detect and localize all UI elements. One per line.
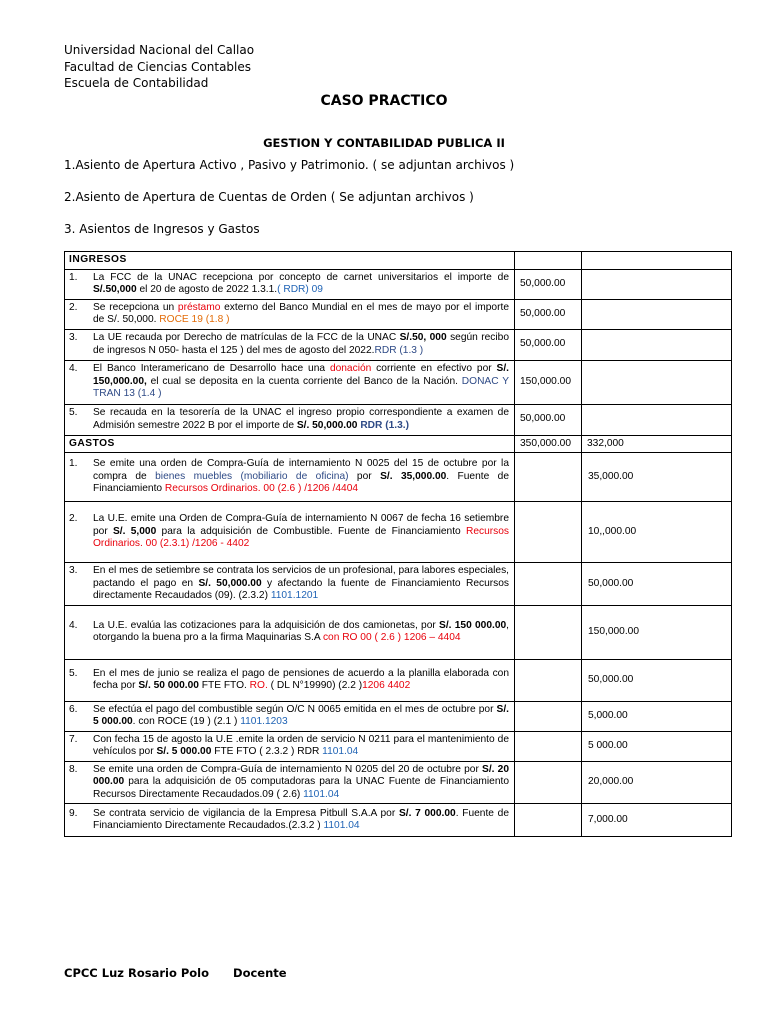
text-segment: . Fuente de Financiamiento Directamente Recaudados.(2.3.2 ) bbox=[93, 807, 510, 831]
ingresos-amount: 50,000.00 bbox=[515, 269, 582, 299]
text-segment: . Fuente de Financiamiento bbox=[93, 470, 509, 495]
total-ingresos: 350,000.00 bbox=[515, 435, 582, 453]
ingresos-row-1 bbox=[65, 269, 732, 299]
gastos-item-text bbox=[93, 734, 509, 759]
text-segment: S/. 5 000.00 bbox=[93, 703, 509, 727]
ingresos-label: INGRESOS bbox=[65, 252, 515, 270]
gastos-row-7 bbox=[65, 731, 732, 761]
text-segment: . con ROCE (19 ) (2.1 ) bbox=[132, 716, 241, 727]
text-segment: Se efectúa el pago del combustible según O/C N 0065 emitida en el mes de octubre por bbox=[93, 703, 497, 715]
gastos-description bbox=[65, 701, 515, 731]
accounting-table bbox=[64, 251, 732, 837]
ingresos-amount: 50,000.00 bbox=[515, 299, 582, 329]
gastos-row-8 bbox=[65, 761, 732, 804]
gastos-amount: 20,000.00 bbox=[582, 761, 732, 804]
gastos-item-number: 4. bbox=[69, 619, 78, 631]
gastos-row-2 bbox=[65, 502, 732, 563]
gastos-label: GASTOS bbox=[65, 435, 515, 453]
text-segment: S/. 20 000.00 bbox=[93, 763, 510, 787]
gastos-item-number: 7. bbox=[69, 733, 78, 745]
gastos-item-text bbox=[93, 513, 509, 551]
gastos-item-number: 2. bbox=[69, 513, 78, 525]
gastos-row-3 bbox=[65, 563, 732, 606]
ingresos-item-text bbox=[93, 407, 509, 432]
gastos-item-text bbox=[93, 808, 509, 833]
ingresos-item-text bbox=[93, 332, 509, 357]
text-segment: ( DL N°19990) (2.2 ) bbox=[267, 680, 363, 691]
text-segment: Recursos Ordinarios. 00 (2.6 ) /1206 /4404 bbox=[164, 483, 359, 495]
text-segment: S/. 50 000.00 bbox=[138, 680, 199, 691]
text-segment: En el mes de setiembre se contrata los servicios de un profesional, para labores especiales, pactando el pago en bbox=[93, 565, 509, 589]
text-segment: y afectando la fuente de Financiamiento Recursos directamente Recaudados (09). (2.3.2) bbox=[93, 577, 509, 601]
gastos-row-5 bbox=[65, 659, 732, 701]
gastos-description bbox=[65, 761, 515, 804]
text-segment: con RO 00 ( 2.6 ) 1206 – 4404 bbox=[322, 632, 461, 643]
text-segment: FTE FTO. bbox=[198, 680, 250, 691]
gastos-item-number: 9. bbox=[69, 807, 78, 819]
ingresos-row-2 bbox=[65, 299, 732, 329]
text-segment: según recibo de ingresos N 050- hasta el 125 ) del mes de agosto del 2022. bbox=[93, 332, 509, 356]
gastos-item-text bbox=[93, 764, 509, 802]
text-segment: S/.50,000 bbox=[93, 284, 137, 295]
text-segment: 1206 4402 bbox=[362, 680, 411, 691]
gastos-amount: 150,000.00 bbox=[582, 605, 732, 659]
gastos-item-number: 3. bbox=[69, 565, 78, 576]
document-subtitle: GESTION Y CONTABILIDAD PUBLICA II bbox=[263, 136, 505, 150]
text-segment: el 20 de agosto de 2022 1.3.1. bbox=[136, 284, 278, 295]
gastos-description bbox=[65, 659, 515, 701]
gastos-amount: 50,000.00 bbox=[582, 659, 732, 701]
text-segment: S/. 50,000.00 bbox=[198, 577, 262, 589]
school-name: Escuela de Contabilidad bbox=[64, 76, 209, 90]
gastos-item-number: 6. bbox=[69, 703, 78, 715]
text-segment: donación bbox=[329, 363, 372, 375]
gastos-item-number: 1. bbox=[69, 458, 78, 470]
ingresos-description bbox=[65, 329, 515, 360]
ingresos-header-row bbox=[65, 252, 732, 270]
gastos-amount: 10,,000.00 bbox=[582, 502, 732, 563]
ingresos-item-text bbox=[93, 272, 509, 297]
text-segment: Se recepciona un bbox=[93, 301, 178, 313]
text-segment: RDR (1.3 ) bbox=[374, 344, 424, 356]
gastos-row-6 bbox=[65, 701, 732, 731]
text-segment: La FCC de la UNAC recepciona por concepto de carnet universitarios el importe de bbox=[93, 271, 509, 283]
gastos-row-4 bbox=[65, 605, 732, 659]
gastos-item-number: 8. bbox=[69, 763, 78, 775]
text-segment: para la adquisición de 05 computadoras para la UNAC Fuente de Financiamiento Recursos Directamente Recaudados.09 ( 2.6) bbox=[93, 776, 509, 800]
item-3: 3. Asientos de Ingresos y Gastos bbox=[64, 222, 260, 236]
text-segment: FTE FTO ( 2.3.2 ) RDR bbox=[211, 746, 323, 757]
text-segment: 1101.04 bbox=[303, 788, 340, 800]
gastos-item-text bbox=[93, 704, 509, 729]
text-segment: externo del Banco Mundial en el mes de mayo por el importe de S/. 50,000. bbox=[93, 301, 509, 325]
text-segment: Con fecha 15 de agosto la U.E .emite la orden de servicio N 0211 para el mantenimiento de vehículos por bbox=[93, 733, 509, 757]
gastos-description bbox=[65, 804, 515, 837]
text-segment: por bbox=[348, 470, 381, 482]
text-segment: para la adquisición de Combustible. Fuente de Financiamiento bbox=[156, 525, 466, 537]
gastos-amount: 5,000.00 bbox=[582, 701, 732, 731]
text-segment: 1101.04 bbox=[323, 820, 360, 831]
gastos-amount: 7,000.00 bbox=[582, 804, 732, 837]
gastos-item-text bbox=[93, 668, 509, 693]
text-segment: Se contrata servicio de vigilancia de la Empresa Pitbull S.A.A por bbox=[93, 807, 399, 819]
item-2: 2.Asiento de Apertura de Cuentas de Orden ( Se adjuntan archivos ) bbox=[64, 190, 474, 204]
institution-header bbox=[64, 42, 254, 92]
ingresos-description bbox=[65, 360, 515, 404]
gastos-header-row bbox=[65, 435, 732, 453]
ingresos-item-text bbox=[93, 302, 509, 327]
item-1: 1.Asiento de Apertura Activo , Pasivo y Patrimonio. ( se adjuntan archivos ) bbox=[64, 158, 515, 172]
gastos-amount: 5 000.00 bbox=[582, 731, 732, 761]
author-name: CPCC Luz Rosario Polo bbox=[64, 966, 210, 980]
text-segment: bienes muebles (mobiliario de oficina) bbox=[155, 470, 349, 482]
text-segment: Recursos Ordinarios. 00 (2.3.1) /1206 - 4402 bbox=[93, 525, 510, 550]
gastos-amount: 50,000.00 bbox=[582, 563, 732, 606]
text-segment: Se emite una orden de Compra-Guía de internamiento N 0025 del 15 de octubre por la compra de bbox=[93, 458, 509, 482]
gastos-item-text bbox=[93, 620, 509, 645]
text-segment: corriente en efectivo por bbox=[371, 363, 497, 375]
text-segment: ( RDR) 09 bbox=[277, 284, 323, 295]
text-segment: S/. 35,000.00 bbox=[380, 470, 447, 482]
gastos-description bbox=[65, 605, 515, 659]
text-segment: S/. 50,000.00 bbox=[296, 419, 358, 431]
text-segment: S/. 150,000.00, bbox=[93, 363, 509, 387]
ingresos-row-3 bbox=[65, 329, 732, 360]
gastos-description bbox=[65, 731, 515, 761]
text-segment: S/. 150 000.00 bbox=[439, 619, 507, 631]
gastos-item-number: 5. bbox=[69, 667, 78, 679]
ingresos-item-number: 1. bbox=[69, 271, 78, 283]
gastos-item-text bbox=[93, 458, 509, 496]
text-segment: RDR (1.3.) bbox=[360, 419, 409, 431]
gastos-description bbox=[65, 453, 515, 502]
footer bbox=[64, 966, 287, 980]
total-gastos: 332,000 bbox=[582, 435, 732, 453]
text-segment: En el mes de junio se realiza el pago de pensiones de acuerdo a la planilla elaborada con fecha por bbox=[93, 667, 509, 691]
text-segment: La UE recauda por Derecho de matrículas de la FCC de la UNAC bbox=[93, 332, 400, 343]
author-role: Docente bbox=[233, 966, 287, 980]
text-segment: , otorgando la buena pro a la firma Maquinarias S.A bbox=[93, 619, 509, 643]
text-segment: préstamo bbox=[177, 301, 221, 313]
text-segment: Se recauda en la tesorería de la UNAC el ingreso propio correspondiente a examen de Admisión semestre 2022 B por el importe de bbox=[93, 407, 509, 431]
ingresos-item-text bbox=[93, 363, 509, 401]
gastos-description bbox=[65, 502, 515, 563]
ingresos-amount: 50,000.00 bbox=[515, 329, 582, 360]
ingresos-item-number: 4. bbox=[69, 363, 78, 375]
faculty-name: Facultad de Ciencias Contables bbox=[64, 59, 252, 74]
text-segment: 1101.04 bbox=[322, 746, 359, 757]
ingresos-description bbox=[65, 404, 515, 435]
text-segment: ROCE 19 (1.8 ) bbox=[159, 314, 230, 325]
text-segment: Se emite una orden de Compra-Guía de internamiento N 0205 del 20 de octubre por bbox=[93, 763, 483, 775]
document-title: CASO PRACTICO bbox=[320, 93, 448, 109]
gastos-item-text bbox=[93, 565, 509, 603]
text-segment: S/. 5,000 bbox=[113, 525, 157, 537]
gastos-description bbox=[65, 563, 515, 606]
gastos-amount: 35,000.00 bbox=[582, 453, 732, 502]
ingresos-description bbox=[65, 269, 515, 299]
ingresos-description bbox=[65, 299, 515, 329]
text-segment: S/. 5 000.00 bbox=[156, 746, 212, 757]
text-segment: La U.E. emite una Orden de Compra-Guía de internamiento N 0067 de fecha 16 setiembre por bbox=[93, 513, 509, 537]
gastos-row-9 bbox=[65, 804, 732, 837]
ingresos-row-4 bbox=[65, 360, 732, 404]
text-segment: DONAC Y TRAN 13 (1.4 ) bbox=[93, 375, 509, 400]
text-segment: La U.E. evalúa las cotizaciones para la adquisición de dos camionetas, por bbox=[93, 619, 440, 631]
ingresos-item-number: 3. bbox=[69, 332, 78, 343]
ingresos-amount: 50,000.00 bbox=[515, 404, 582, 435]
text-segment: 1101.1203 bbox=[240, 716, 288, 727]
text-segment: RO. bbox=[249, 680, 268, 691]
text-segment: S/.50, 000 bbox=[399, 332, 447, 343]
ingresos-item-number: 5. bbox=[69, 407, 78, 418]
ingresos-item-number: 2. bbox=[69, 301, 78, 313]
text-segment: S/. 7 000.00 bbox=[398, 807, 456, 819]
text-segment: 1101.1201 bbox=[270, 590, 319, 601]
ingresos-amount: 150,000.00 bbox=[515, 360, 582, 404]
text-segment: El Banco Interamericano de Desarrollo hace una bbox=[93, 363, 330, 375]
university-name: Universidad Nacional del Callao bbox=[64, 43, 255, 57]
gastos-row-1 bbox=[65, 453, 732, 502]
ingresos-row-5 bbox=[65, 404, 732, 435]
text-segment: el cual se deposita en la cuenta corriente del Banco de la Nación. bbox=[146, 375, 462, 387]
